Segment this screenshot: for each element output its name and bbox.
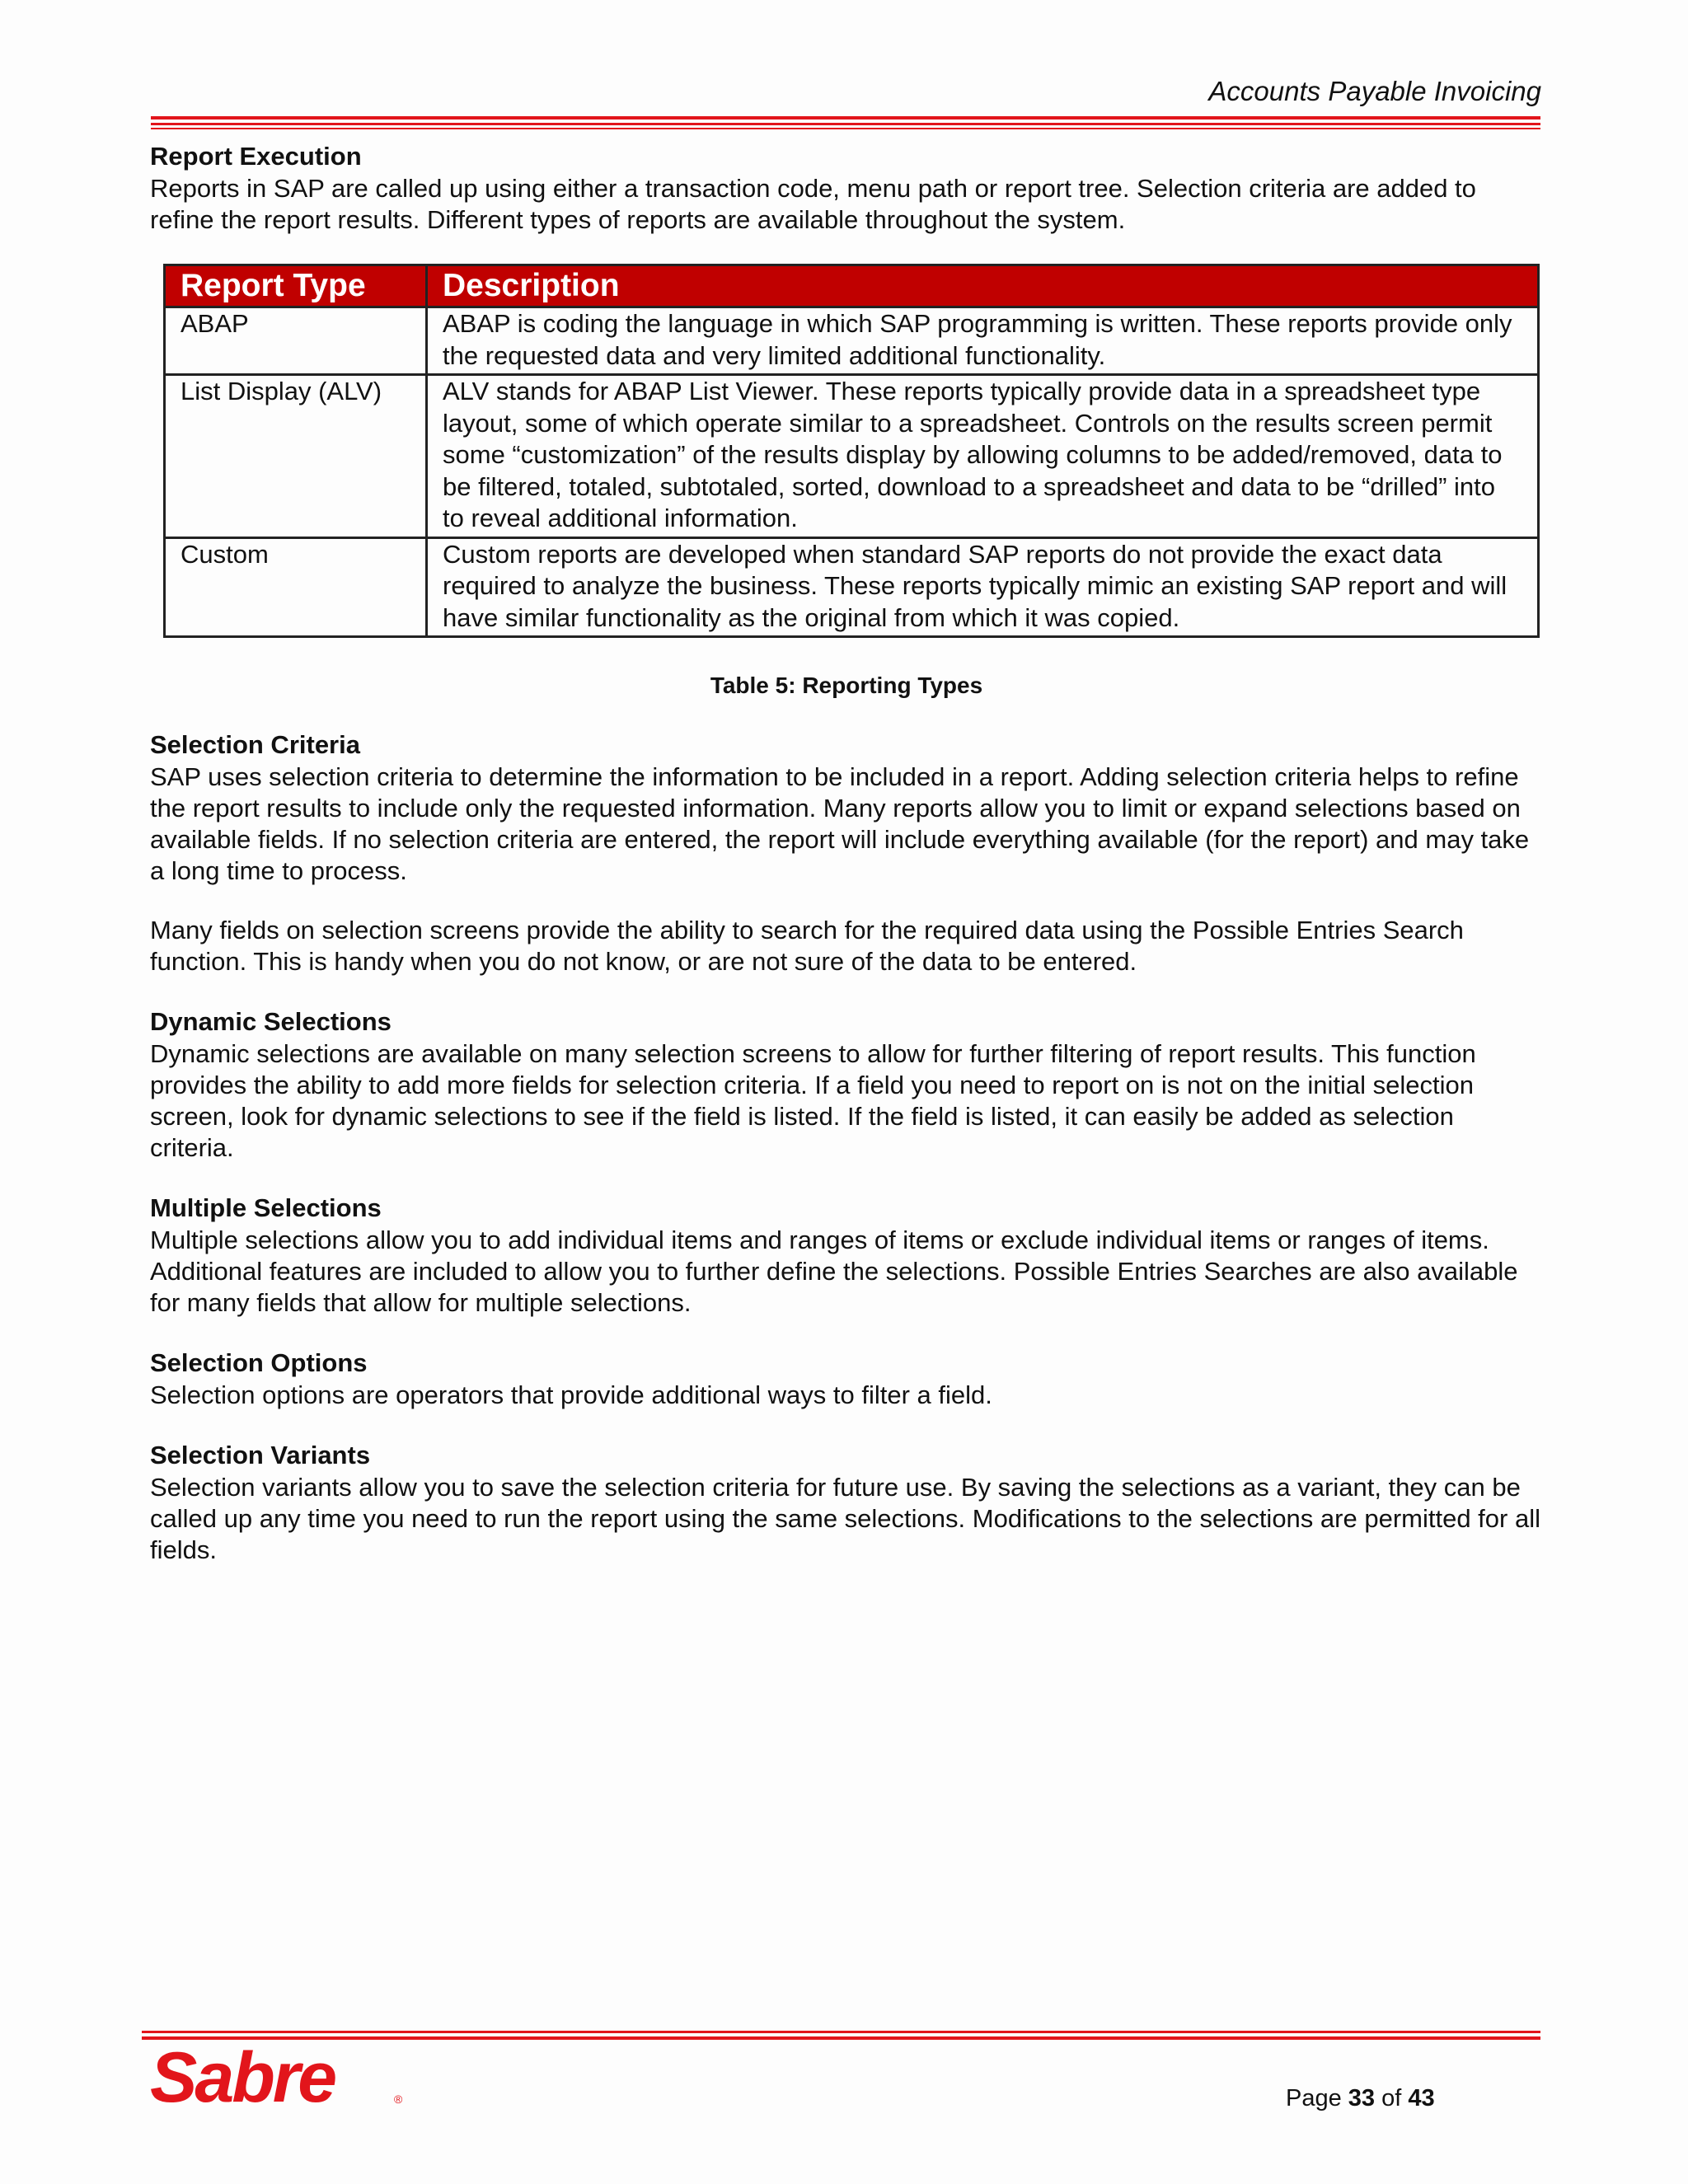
section-multiple-selections: [150, 1192, 1543, 1319]
section-selection-options: [150, 1347, 1543, 1411]
table-cell-type: Custom: [165, 537, 427, 637]
page-content: [150, 140, 1543, 1566]
section-body: Dynamic selections are available on many selection screens to allow for further filtering of report results. This function provides the ability to add more fields for selection criteria. If a field you need to report on is not on the initial selection screen, look for dynamic selections to see if the field is listed. If the field is listed, it can easily be added as selection criteria.: [150, 1039, 1476, 1162]
page-number: [1286, 2085, 1435, 2112]
table-cell-type: ABAP: [165, 307, 427, 375]
header-rule: [151, 116, 1540, 120]
section-heading: Selection Variants: [150, 1441, 371, 1469]
column-header-description: Description: [427, 265, 1539, 307]
section-dynamic-selections: [150, 1005, 1543, 1164]
sabre-logo: [148, 2042, 412, 2116]
section-body: SAP uses selection criteria to determine the information to be included in a report. Adding selection criteria helps to refine the report results to include only the requested information. Many reports allow you to limit or expand selections based on available fields. If no selection criteria are entered, the report will include everything available (for the report) and may take a long time to process.: [150, 762, 1530, 885]
section-body: Many fields on selection screens provide the ability to search for the required data using the Possible Entries Search function. This is handy when you do not know, or are not sure of the data to be entered.: [150, 916, 1464, 976]
section-selection-criteria: [150, 729, 1543, 977]
column-header-report-type: Report Type: [165, 265, 427, 307]
running-header-title: Accounts Payable Invoicing: [1208, 76, 1541, 106]
table-cell-type: List Display (ALV): [165, 375, 427, 538]
section-heading: Multiple Selections: [150, 1193, 382, 1222]
section-report-execution: [150, 140, 1543, 236]
page-of: of: [1381, 2085, 1402, 2111]
table-header-row: [165, 265, 1539, 307]
header-rule: [151, 123, 1540, 125]
section-body: Reports in SAP are called up using either a transaction code, menu path or report tree. Selection criteria are added to refine the report results. Different types of reports are available throughout the system.: [150, 174, 1476, 234]
section-heading: Selection Options: [150, 1348, 368, 1377]
footer-rule: [142, 2036, 1540, 2040]
section-heading: Dynamic Selections: [150, 1007, 392, 1036]
table-cell-description: Custom reports are developed when standard SAP reports do not provide the exact data required to analyze the business. These reports typically mimic an existing SAP report and will have similar functionality as the original from which it was copied.: [427, 537, 1539, 637]
table-cell-description: ALV stands for ABAP List Viewer. These reports typically provide data in a spreadsheet type layout, some of which operate similar to a spreadsheet. Controls on the results screen permit some “customization” of the results display by allowing columns to be added/removed, data to be filtered, totaled, subtotaled, sorted, download to a spreadsheet and data to be “drilled” into to reveal additional information.: [427, 375, 1539, 538]
section-heading: Selection Criteria: [150, 730, 360, 759]
section-heading: Report Execution: [150, 142, 362, 171]
table-cell-description: ABAP is coding the language in which SAP programming is written. These reports provide only the requested data and very limited additional functionality.: [427, 307, 1539, 375]
section-selection-variants: [150, 1439, 1543, 1566]
table-caption: Table 5: Reporting Types: [710, 673, 983, 698]
table-row: [165, 537, 1539, 637]
svg-text:®: ®: [394, 2093, 403, 2106]
page-current: 33: [1348, 2085, 1376, 2111]
header-rule: [151, 128, 1540, 129]
report-types-table: [163, 264, 1540, 638]
table-row: [165, 307, 1539, 375]
page-total: 43: [1408, 2085, 1435, 2111]
section-body: Multiple selections allow you to add individual items and ranges of items or exclude individual items or ranges of items. Additional features are included to allow you to further define the selections. Possible Entries Searches are also available for many fields that allow for multiple selections.: [150, 1226, 1518, 1317]
footer-rule: [142, 2031, 1540, 2033]
page-prefix: Page: [1286, 2085, 1342, 2111]
section-body: Selection variants allow you to save the selection criteria for future use. By saving the selections as a variant, they can be called up any time you need to run the report using the same selections. Modifications to the selections are permitted for all fields.: [150, 1473, 1540, 1564]
table-row: [165, 375, 1539, 538]
section-body: Selection options are operators that provide additional ways to filter a field.: [150, 1380, 992, 1409]
svg-text:Sabre: Sabre: [150, 2042, 335, 2116]
